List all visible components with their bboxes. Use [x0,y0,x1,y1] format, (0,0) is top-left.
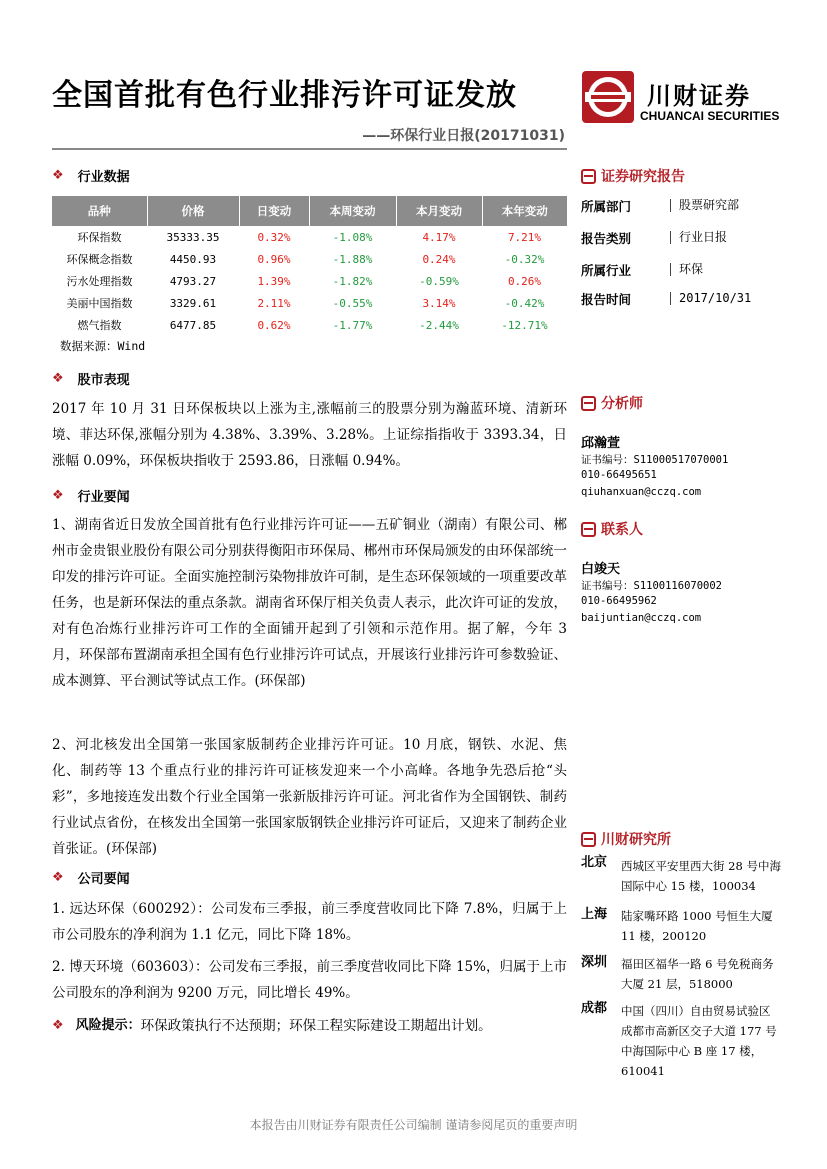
sidebar-heading-institute: 川财研究所 [581,829,671,849]
sidebar-heading-contact: 联系人 [581,519,643,539]
column-header: 品种 [52,196,147,226]
table-cell: 污水处理指数 [66,275,133,288]
table-row [52,226,567,248]
meta-value: 环保 [670,263,703,276]
table-cell: -12.71% [501,318,548,332]
table-cell: 美丽中国指数 [66,297,133,310]
meta-value: 股票研究部 [670,199,739,212]
table-cell: -0.55% [332,296,373,310]
contact-name: 白竣天 [581,562,621,577]
office-address: 中国（四川）自由贸易试验区成都市高新区交子大道 177 号中海国际中心 B 座 17 楼，610041 [621,1004,777,1078]
table-cell: 环保指数 [77,231,122,244]
logo-english-name: CHUANCAI SECURITIES [640,109,780,123]
office-city: 深圳 [581,955,608,970]
analyst-cert: 证书编号：S1100051707000​1 [581,454,729,466]
table-row [52,270,567,292]
table-cell: 2.11% [257,296,291,310]
report-subtitle: ——环保行业日报(20171031) [362,128,565,144]
table-cell: 3329.61 [169,296,217,310]
table-cell: 1.39% [257,274,291,288]
table-row [52,292,567,314]
table-cell: 0.26% [507,274,542,288]
minus-square-icon [581,169,596,184]
table-cell: -1.08% [332,230,373,244]
section-heading-company-news: ❖ 公司要闻 [52,870,130,887]
table-cell: -0.32% [504,252,545,266]
risk-label: 风险提示： [75,1018,141,1033]
analyst-name: 邱瀚萱 [581,436,621,451]
meta-value: 行业日报 [670,231,727,244]
logo-chinese-name: 川财证券 [647,82,751,110]
table-cell: -1.82% [332,274,373,288]
contact-phone: 010-66495962 [581,595,657,607]
table-cell: 4450.93 [169,252,217,266]
table-cell: 0.32% [257,230,291,244]
table-row [52,248,567,270]
table-cell: 6477.85 [169,318,217,332]
office-address: 福田区福华一路 6 号免税商务大厦 21 层，518000 [621,957,774,991]
meta-value: 2017/10/31 [670,292,751,305]
office-city: 上海 [581,907,608,922]
analyst-email: qiuhanxuan@cczq.com [581,486,702,498]
section-heading-industry-data: ❖ 行业数据 [52,168,130,185]
table-header-row [52,196,567,226]
meta-label: 所属部门 [581,199,632,214]
sidebar-heading-analyst: 分析师 [581,393,643,413]
office-address: 西城区平安里西大街 28 号中海国际中心 15 楼，100034 [621,859,781,893]
section-heading-market: ❖ 股市表现 [52,371,130,388]
diamond-bullet-icon: ❖ [52,371,64,386]
office-city: 成都 [581,1001,608,1016]
table-cell: -0.59% [419,274,459,288]
column-header: 价格 [147,196,239,226]
office-address: 陆家嘴环路 1000 号恒生大厦 11 楼，200120 [621,909,773,943]
risk-warning [52,1013,567,1039]
table-cell: -1.88% [332,252,373,266]
table-cell: 4.17% [422,230,456,244]
analyst-phone: 010-66495651 [581,469,657,481]
office-city: 北京 [581,855,608,870]
section-heading-industry-news: ❖ 行业要闻 [52,488,130,505]
chuancai-logo-icon [581,70,635,124]
meta-label: 所属行业 [581,263,632,278]
market-paragraph: 2017 年 10 月 31 日环保板块以上涨为主,涨幅前三的股票分别为瀚蓝环境、清新环境、菲达环保,涨幅分别为 4.38%、3.39%、3.28%。上证综指指收于 3393.34，日涨幅 0.09%，环保板块指收于 2593.86，日涨幅 0.94%。 [52,401,567,469]
news-item-2: 2、河北核发出全国第一张国家版制药企业排污许可证。10 月底，钢铁、水泥、焦化、制药等 13 个重点行业的排污许可证核发迎来一个小高峰。各地争先恐后抢“头彩”，多地接连发出数个行业全国第一张新版排污许可证。河北省作为全国钢铁、制药行业试点省份，在核发出全国第一张国家版钢铁企业排污许可证后，又迎来了制药企业首张证。(环保部) [52,737,567,857]
table-cell: -2.44% [419,318,459,332]
data-source-note: 数据来源：Wind [60,339,146,353]
table-cell: -1.77% [332,318,373,332]
table-cell: 0.24% [422,252,456,266]
company-news-item-2: 2. 博天环境（603603）：公司发布三季报，前三季度营收同比下降 15%，归属于上市公司股东的净利润为 9200 万元，同比增长 49%。 [52,959,567,1001]
news-item-1: 1、湖南省近日发放全国首批有色行业排污许可证——五矿铜业（湖南）有限公司、郴州市金贵银业股份有限公司分别获得衡阳市环保局、郴州市环保局颁发的由环保部统一印发的排污许可证。全面实施控制污染物排放许可制，是生态环保领域的一项重要改革任务，也是新环保法的重点条款。湖南省环保厅相关负责人表示，此次许可证的发放，对有色冶炼行业排污许可工作的全面铺开起到了引领和示范作用。据了解，今年 3 月，环保部布置湖南承担全国有色行业排污许可试点，开展该行业排污许可参数验证、成本测算、平台测试等试点工作。(环保部) [52,517,567,689]
diamond-bullet-icon: ❖ [52,870,64,885]
meta-label: 报告时间 [581,292,632,307]
column-header: 本周变动 [309,196,396,226]
risk-text: 环保政策执行不达预期；环保工程实际建设工期超出计划。 [140,1018,492,1034]
footer-disclaimer: 本报告由川财证券有限责任公司编制 谨请参阅尾页的重要声明 [249,1118,578,1132]
column-header: 本月变动 [396,196,482,226]
table-cell: 35333.35 [166,230,220,244]
table-cell: 7.21% [507,230,542,244]
minus-square-icon [581,832,596,847]
header-rule [52,148,567,150]
report-title: 全国首批有色行业排污许可证发放 [52,78,517,113]
table-cell: 燃气指数 [77,319,122,332]
table-cell: 4793.27 [169,274,217,288]
contact-cert: 证书编号：S1100116070002 [581,580,723,592]
company-news-item-1: 1. 远达环保（600292）：公司发布三季报，前三季度营收同比下降 7.8%，归属于上市公司股东的净利润为 1.1 亿元，同比下降 18%。 [52,901,567,943]
diamond-bullet-icon: ❖ [52,488,64,503]
table-row [52,314,567,336]
table-cell: 环保概念指数 [66,253,133,266]
company-logo [581,70,780,130]
table-cell: 0.96% [257,252,291,266]
industry-data-table [52,196,567,336]
minus-square-icon [581,522,596,537]
table-cell: 0.62% [257,318,291,332]
contact-email: baijuntian@cczq.com [581,612,702,624]
column-header: 日变动 [239,196,309,226]
diamond-bullet-icon: ❖ [52,1018,64,1033]
column-header: 本年变动 [482,196,567,226]
sidebar-heading-report: 证券研究报告 [581,166,685,186]
table-cell: -0.42% [504,296,545,310]
minus-square-icon [581,396,596,411]
table-cell: 3.14% [422,296,456,310]
diamond-bullet-icon: ❖ [52,168,64,183]
meta-label: 报告类别 [581,231,632,246]
